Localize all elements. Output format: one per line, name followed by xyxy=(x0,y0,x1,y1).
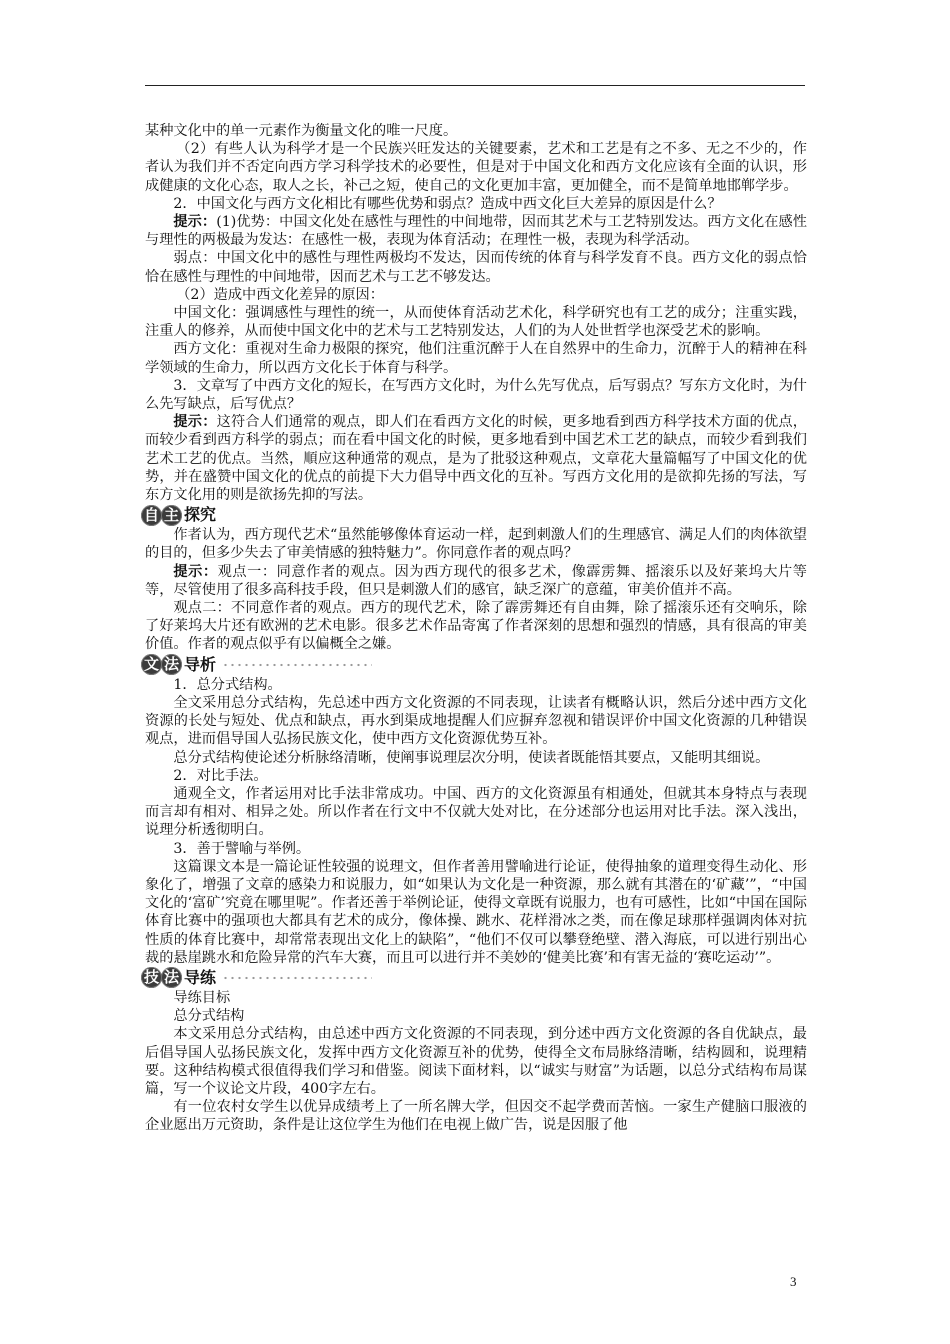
paragraph: 导练目标 xyxy=(173,989,231,1006)
tip-paragraph xyxy=(145,213,807,249)
tip-text: (1)优势：中国文化处在感性与理性的中间地带，因而其艺术与工艺特别发达。西方文化在感性与理性的两极最为发达：在感性一极，表现为体育活动；在理性一极，表现为科学活动。 xyxy=(145,214,807,249)
section-heading-explore xyxy=(141,504,807,526)
dotted-divider xyxy=(222,975,372,981)
paragraph: 通观全文，作者运用对比手法非常成功。中国、西方的文化资源虽有相通处，但就其本身特点与表现而言却有相对、相异之处。所以作者在行文中不仅就大处对比，在分述部分也运用对比手法。深入浅出，说理分析透彻明白。 xyxy=(145,785,807,839)
tip-paragraph xyxy=(145,413,807,504)
tip-text: 这符合人们通常的观点，即人们在看西方文化的时候，更多地看到西方科学技术方面的优点，而较少看到西方科学的弱点；而在看中国文化的时候，更多地看到中国艺术工艺的缺点，而较少看到我们艺术工艺的优点。当然，順应这种通常的观点，是为了批驳这种观点，文章花大量篇幅写了中国文化的优势，并在盛赞中国文化的优点的前提下大力倡导中西文化的互补。写西方文化用的是欲抑先扬的写法，写东方文化用的则是欲扬先抑的写法。 xyxy=(145,414,807,504)
badge-char: 自 xyxy=(141,505,162,526)
page-body xyxy=(145,122,807,1135)
heading-text: 导析 xyxy=(184,654,217,674)
tip-label: 提示： xyxy=(173,414,217,431)
tip-paragraph xyxy=(145,563,807,599)
tip-label: 提示： xyxy=(173,563,218,580)
question-2: 2．中国文化与西方文化相比有哪些优势和弱点？造成中西文化巨大差异的原因是什么？ xyxy=(173,195,722,212)
paragraph: （2）造成中西文化差异的原因： xyxy=(176,286,384,303)
badge-char: 法 xyxy=(161,654,182,675)
tip-text: 观点一：同意作者的观点。因为西方现代的很多艺术，像霹雳舞、摇滚乐以及好莱坞大片等等，尽管使用了很多高科技手段，但只是刺激人们的感官，缺乏深广的意蕴，审美价值并不高。 xyxy=(145,563,807,598)
paragraph: 2．对比手法。 xyxy=(173,767,268,784)
heading-text: 导练 xyxy=(184,967,217,987)
section-heading-practice xyxy=(141,967,807,989)
paragraph: 全文采用总分式结构，先总述中西方文化资源的不同表现，让读者有概略认识，然后分述中西方文化资源的长处与短处、优点和缺点，再水到渠成地提醒人们应摒弃忽视和错误评价中国文化资源的几种错误观点，进而倡导国人弘扬民族文化，使中西方文化资源优势互补。 xyxy=(145,694,807,748)
badge-char: 文 xyxy=(141,654,162,675)
paragraph: 中国文化：强调感性与理性的统一，从而使体育活动艺术化，科学研究也有工艺的成分；注重实践，注重人的修养，从而使中国文化中的艺术与工艺特别发达，人们的为人处世哲学也深受艺术的影响。 xyxy=(145,305,807,340)
paragraph: 弱点：中国文化中的感性与理性两极均不发达，因而传统的体育与科学发育不良。西方文化的弱点恰恰在感性与理性的中间地带，因而艺术与工艺不够发达。 xyxy=(145,250,807,285)
heading-badge xyxy=(141,967,181,988)
heading-badge xyxy=(141,505,181,526)
paragraph: （2）有些人认为科学才是一个民族兴旺发达的关键要素，艺术和工艺是有之不多、无之不少的，作者认为我们并不否定向西方学习科学技术的必要性，但是对于中国文化和西方文化应该有全面的认识，形成健康的文化心态，取人之长，补己之短，使自己的文化更加丰富，更加健全，而不是简单地邯郸学步。 xyxy=(145,141,807,194)
paragraph: 总分式结构 xyxy=(173,1008,245,1025)
question-3: 3．文章写了中西方文化的短长，在写西方文化时，为什么先写优点，后写弱点？写东方文化时，为什么先写缺点，后写优点？ xyxy=(145,377,807,413)
paragraph: 西方文化：重视对生命力极限的探究，他们注重沉醉于人在自然界中的生命力，沉醉于人的精神在科学领域的生命力，所以西方文化长于体育与科学。 xyxy=(145,341,807,376)
badge-char: 技 xyxy=(141,967,162,988)
paragraph: 总分式结构使论述分析脉络清晰，使阐事说理层次分明，使读者既能悟其要点，又能明其细说。 xyxy=(173,749,770,766)
paragraph: 本文采用总分式结构，由总述中西方文化资源的不同表现，到分述中西方文化资源的各自优缺点，最后倡导国人弘扬民族文化，发挥中西方文化资源互补的优势，使得全文布局脉络清晰，结构圆和，说理精要。这种结构模式很值得我们学习和借鉴。阅读下面材料，以“诚实与财富”为话题，以总分式结构布局谋篇，写一个议论文片段，400字左右。 xyxy=(145,1026,807,1097)
paragraph: 1．总分式结构。 xyxy=(173,676,282,693)
paragraph: 这篇课文本是一篇论证性较强的说理文，但作者善用譬喻进行论证，使得抽象的道理变得生动化、形象化了，增强了文章的感染力和说服力，如“如果认为文化是一种资源，那么就有其潜在的‘矿藏’”，“中国文化的‘富矿’究竟在哪里呢”。作者还善于举例论证，使得文章既有说服力，也有可感性，比如“中国在国际体育比赛中的强项也大都具有艺术的成分，像体操、跳水、花样滑冰之类，而在像足球那样强调肉体对抗性质的体育比赛中，却常常表现出文化上的缺陷”，“他们不仅可以攀登绝壁、潜入海底，可以进行别出心裁的悬崖跳水和危险异常的汽车大赛，而且可以进行并不美妙的‘健美比赛’和有害无益的‘赛吃运动’”。 xyxy=(145,858,807,966)
page-number: 3 xyxy=(790,1274,797,1289)
header-rule xyxy=(145,85,805,86)
section-heading-method xyxy=(141,654,807,676)
badge-char: 法 xyxy=(161,967,182,988)
heading-badge xyxy=(141,654,181,675)
dotted-divider xyxy=(222,662,372,668)
badge-char: 主 xyxy=(161,505,182,526)
paragraph: 3．善于譬喻与举例。 xyxy=(173,840,311,857)
paragraph: 某种文化中的单一元素作为衡量文化的唯一尺度。 xyxy=(145,123,458,139)
heading-text: 探究 xyxy=(184,505,217,525)
tip-label: 提示： xyxy=(173,214,217,231)
paragraph: 有一位农村女学生以优异成绩考上了一所名牌大学，但因交不起学费而苦恼。一家生产健脑口服液的企业愿出万元资助，条件是让这位学生为他们在电视上做广告，说是因服了他 xyxy=(145,1099,807,1134)
paragraph: 观点二：不同意作者的观点。西方的现代艺术，除了霹雳舞还有自由舞，除了摇滚乐还有交响乐，除了好莱坞大片还有欧洲的艺术电影。很多艺术作品寄寓了作者深刻的思想和强烈的情感，具有很高的审美价值。作者的观点似乎有以偏概全之嫌。 xyxy=(145,600,807,653)
explore-question: 作者认为，西方现代艺术“虽然能够像体育运动一样，起到刺激人们的生理感官、满足人们的肉体欲望的目的，但多少失去了审美情感的独特魅力”。你同意作者的观点吗？ xyxy=(145,527,807,562)
